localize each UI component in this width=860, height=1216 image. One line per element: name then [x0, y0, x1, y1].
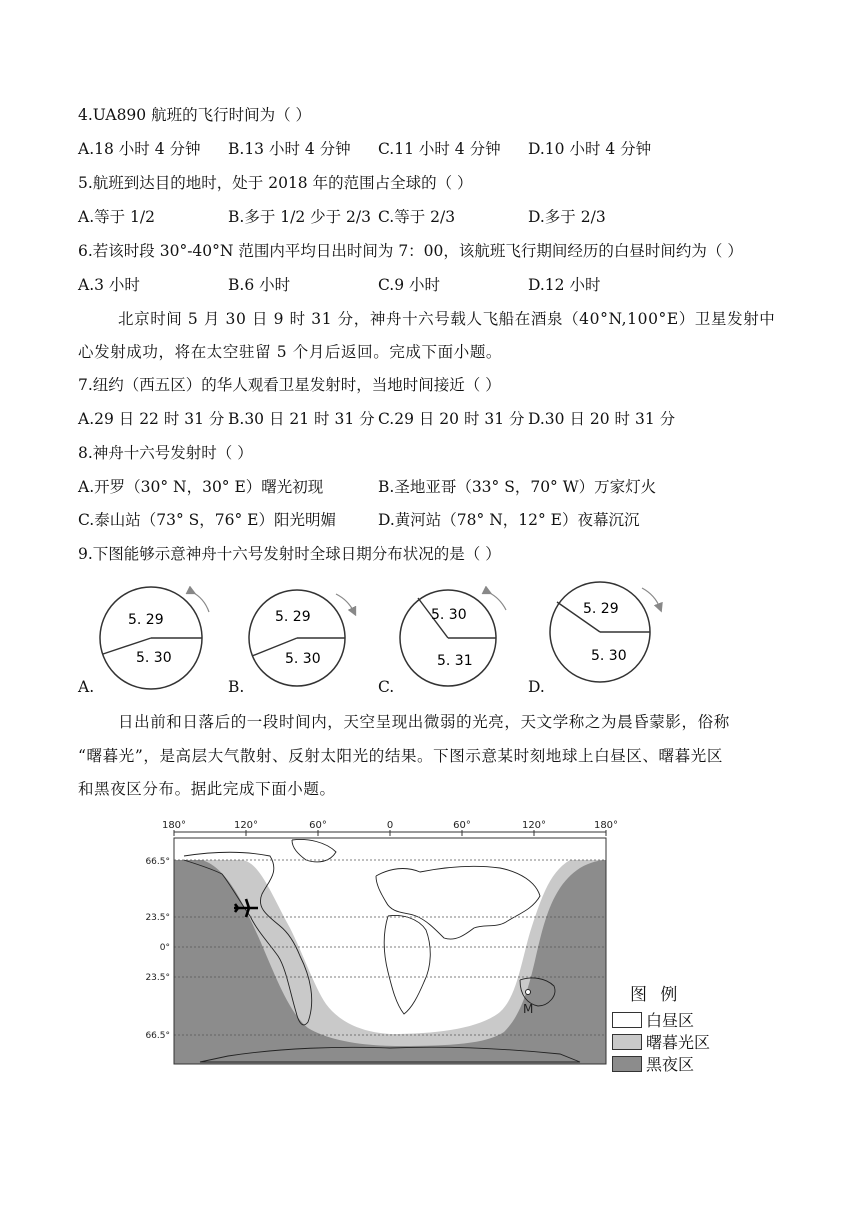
- point-m-label: M: [523, 1002, 534, 1016]
- date-circle-diagrams: [0, 580, 860, 700]
- question-4-option-c: C.11 小时 4 分钟: [378, 140, 501, 158]
- circle-option-c: [400, 590, 506, 686]
- lon-label: 120°: [521, 820, 547, 831]
- circle-c-bottom-date: 5. 31: [437, 653, 473, 669]
- circle-b-top-date: 5. 29: [275, 609, 311, 625]
- legend-swatch-twilight: [612, 1034, 642, 1050]
- passage-2-line-1: 日出前和日落后的一段时间内，天空呈现出微弱的光亮，天文学称之为晨昏蒙影，俗称: [118, 713, 730, 731]
- circle-d-bottom-date: 5. 30: [591, 648, 627, 664]
- question-5-option-c: C.等于 2/3: [378, 208, 456, 226]
- legend-title: 图 例: [630, 985, 682, 1005]
- lat-label: 66.5°: [145, 1031, 170, 1041]
- legend-item-twilight: [612, 1034, 710, 1052]
- question-5-option-b: B.多于 1/2 少于 2/3: [228, 208, 371, 226]
- daylight-twilight-map: [140, 816, 620, 1072]
- question-8-stem: 8.神舟十六号发射时（ ）: [78, 444, 253, 462]
- legend-item-day: [612, 1012, 694, 1030]
- question-5-option-a: A.等于 1/2: [78, 208, 155, 226]
- question-8-option-d: D.黄河站（78° N，12° E）夜幕沉沉: [378, 511, 640, 529]
- circle-a-bottom-date: 5. 30: [136, 650, 172, 666]
- lon-label: 180°: [161, 820, 187, 831]
- lon-label: 0: [386, 820, 394, 831]
- question-5-option-d: D.多于 2/3: [528, 208, 606, 226]
- question-4-stem: 4.UA890 航班的飞行时间为（ ）: [78, 106, 312, 124]
- question-7-option-c: C.29 日 20 时 31 分: [378, 410, 525, 428]
- question-4-option-b: B.13 小时 4 分钟: [228, 140, 351, 158]
- lon-label: 60°: [453, 820, 471, 831]
- lon-label: 60°: [309, 820, 327, 831]
- legend-label-night: 黑夜区: [646, 1055, 695, 1074]
- question-4-option-a: A.18 小时 4 分钟: [78, 140, 201, 158]
- question-6-option-a: A.3 小时: [78, 276, 140, 294]
- passage-1-line-1: 北京时间 5 月 30 日 9 时 31 分，神舟十六号载人飞船在酒泉（40°N,100°E）卫星发射中: [118, 310, 776, 328]
- circle-d-label: D.: [528, 678, 545, 696]
- circle-b-label: B.: [228, 678, 245, 696]
- lat-label: 0°: [159, 943, 170, 953]
- lat-label: 66.5°: [145, 857, 170, 867]
- circle-a-label: A.: [78, 678, 95, 696]
- circle-d-top-date: 5. 29: [583, 601, 619, 617]
- circle-a-top-date: 5. 29: [128, 612, 164, 628]
- circle-option-a: [100, 587, 209, 689]
- question-7-option-b: B.30 日 21 时 31 分: [228, 410, 375, 428]
- passage-2-line-3: 和黑夜区分布。据此完成下面小题。: [78, 780, 336, 798]
- legend-swatch-day: [612, 1012, 642, 1028]
- circle-c-top-date: 5. 30: [431, 607, 467, 623]
- circle-option-d: [550, 582, 660, 682]
- circle-c-label: C.: [378, 678, 395, 696]
- circle-b-bottom-date: 5. 30: [285, 651, 321, 667]
- question-8-option-b: B.圣地亚哥（33° S，70° W）万家灯火: [378, 478, 657, 496]
- question-6-option-d: D.12 小时: [528, 276, 601, 294]
- lon-label: 180°: [593, 820, 619, 831]
- passage-2-line-2: “曙暮光”，是高层大气散射、反射太阳光的结果。下图示意某时刻地球上白昼区、曙暮光区: [78, 747, 723, 765]
- question-8-option-c: C.泰山站（73° S，76° E）阳光明媚: [78, 511, 336, 529]
- lon-label: 120°: [233, 820, 259, 831]
- question-6-option-b: B.6 小时: [228, 276, 291, 294]
- circle-option-b: [249, 590, 354, 686]
- legend-item-night: [612, 1056, 694, 1074]
- question-6-stem: 6.若该时段 30°-40°N 范围内平均日出时间为 7：00，该航班飞行期间经历的白昼时间约为（ ）: [78, 242, 743, 260]
- polar-day-strip: [174, 838, 606, 860]
- question-4-option-d: D.10 小时 4 分钟: [528, 140, 652, 158]
- question-8-option-a: A.开罗（30° N，30° E）曙光初现: [78, 478, 324, 496]
- legend-label-day: 白昼区: [646, 1011, 695, 1030]
- question-9-stem: 9.下图能够示意神舟十六号发射时全球日期分布状况的是（ ）: [78, 545, 501, 563]
- legend-swatch-night: [612, 1056, 642, 1072]
- legend-label-twilight: 曙暮光区: [646, 1033, 711, 1052]
- question-7-option-a: A.29 日 22 时 31 分: [78, 410, 225, 428]
- passage-1-line-2: 心发射成功，将在太空驻留 5 个月后返回。完成下面小题。: [78, 343, 503, 361]
- question-7-option-d: D.30 日 20 时 31 分: [528, 410, 676, 428]
- lat-label: 23.5°: [145, 973, 170, 983]
- question-5-stem: 5.航班到达目的地时，处于 2018 年的范围占全球的（ ）: [78, 174, 473, 192]
- question-6-option-c: C.9 小时: [378, 276, 441, 294]
- question-7-stem: 7.纽约（西五区）的华人观看卫星发射时，当地时间接近（ ）: [78, 376, 501, 394]
- lat-label: 23.5°: [145, 913, 170, 923]
